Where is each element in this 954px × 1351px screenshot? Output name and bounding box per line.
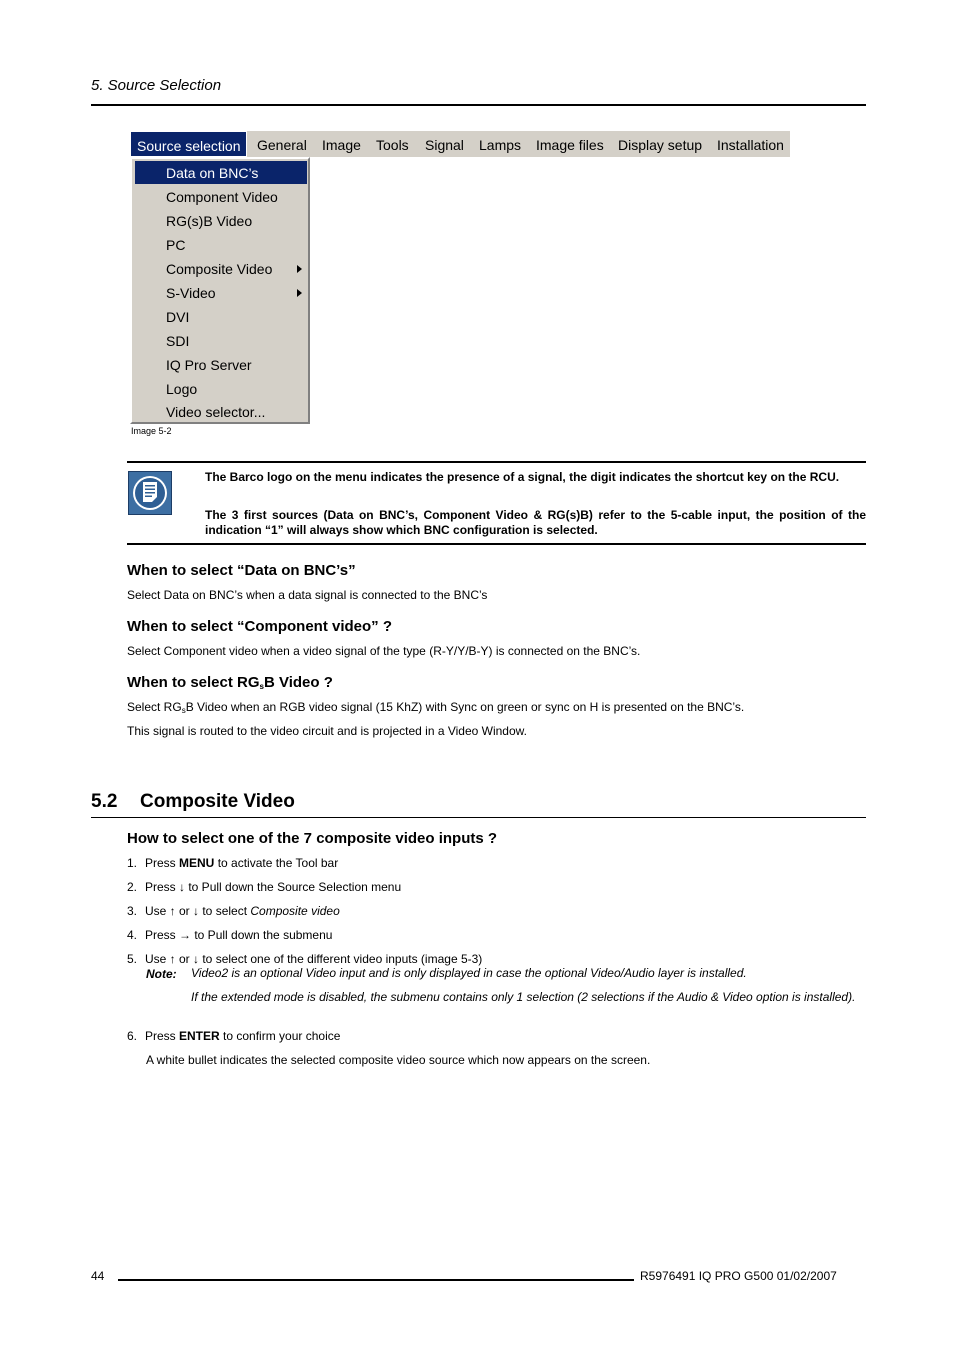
dd-data-on-bncs[interactable]: Data on BNC’s [135,161,307,184]
source-dropdown [130,157,310,424]
note-label: Note: [146,967,177,981]
heading-rgsb-video: When to select $RG_sB$ Video ? [127,674,333,691]
note-top-rule [127,461,866,463]
dd-s-video[interactable] [135,281,307,304]
dd-iq-pro-server[interactable]: IQ Pro Server [166,357,252,373]
menu-tools[interactable]: Tools [376,137,409,153]
menu-image[interactable]: Image [322,137,361,153]
step-3: 3. Use ↑ or ↓ to select Composite video [127,904,340,918]
submenu-arrow-icon [297,265,302,273]
menu-source-selection[interactable]: Source selection [130,131,247,157]
text-data-on-bncs: Select Data on BNC’s when a data signal is connected to the BNC’s [127,588,488,602]
final-text: A white bullet indicates the selected composite video source which now appears on the screen. [146,1053,651,1067]
footer-rule [118,1279,634,1281]
chapter-header: 5. Source Selection [91,77,222,94]
dd-sdi[interactable]: SDI [166,333,190,349]
dd-logo[interactable]: Logo [166,381,198,397]
step-2: 2. Press ↓ to Pull down the Source Selection menu [127,880,402,894]
note-line-1: Video2 is an optional Video input and is only displayed in case the optional Video/Audio layer is installed. [191,966,747,980]
dd-dvi[interactable]: DVI [166,309,190,325]
menu-general[interactable]: General [257,137,307,153]
dd-pc[interactable]: PC [166,237,186,253]
heading-how-to-select: How to select one of the 7 composite video inputs ? [127,830,498,847]
menu-display-setup[interactable]: Display setup [618,137,703,153]
menu-screenshot [130,131,790,424]
text-rgsb-video: Select $RG_sB$ Video when an RGB video signal (15 KhZ) with Sync on green or sync on H is presented on the BNC’s. [127,700,745,715]
step-5: 5. Use ↑ or ↓ to select one of the different video inputs (image 5-3) [127,952,483,966]
dd-component-video[interactable]: Component Video [166,189,278,205]
submenu-arrow-icon [297,289,302,297]
menu-lamps[interactable]: Lamps [479,137,522,153]
note-bottom-rule [127,543,866,545]
section-title: 5.2 Composite Video [91,791,295,812]
section-rule [91,817,866,818]
step-1: 1. Press MENU to activate the Tool bar [127,856,339,870]
dd-s-video-label: S-Video [166,285,216,301]
step-6: 6. Press ENTER to confirm your choice [127,1029,341,1043]
heading-component-video: When to select “Component video” ? [127,618,393,635]
note-line-2: If the extended mode is disabled, the submenu contains only 1 selection (2 selections if the Audio & Video option is installed). [191,990,856,1004]
note-paragraph-1: The Barco logo on the menu indicates the presence of a signal, the digit indicates the shortcut key on the RCU. [205,470,840,484]
note-paragraph-2: The 3 first sources (Data on BNC’s, Component Video & RG(s)B) refer to the 5-cable input, the position of the indication “1” will always show which BNC configuration is selected. [205,508,866,537]
header-rule [91,104,866,106]
menu-installation[interactable]: Installation [717,137,784,153]
step-4: 4. Press → to Pull down the submenu [127,928,333,942]
text-component-video: Select Component video when a video signal of the type (R-Y/Y/B-Y) is connected on the BNC’s. [127,644,641,658]
dd-composite-video-label: Composite Video [166,261,273,277]
image-caption: Image 5-2 [131,426,172,436]
page-number: 44 [91,1269,105,1283]
footer-doc-info: R5976491 IQ PRO G500 01/02/2007 [640,1269,837,1283]
dd-rgsb-video[interactable]: RG(s)B Video [166,213,253,229]
menu-signal[interactable]: Signal [425,137,464,153]
text-video-window: This signal is routed to the video circuit and is projected in a Video Window. [127,724,527,738]
menu-bar [130,131,790,157]
note-icon [128,471,172,515]
heading-data-on-bncs: When to select “Data on BNC’s” [127,562,356,579]
dd-video-selector[interactable]: Video selector... [166,404,266,420]
dd-composite-video[interactable] [135,257,307,280]
menu-image-files[interactable]: Image files [536,137,604,153]
